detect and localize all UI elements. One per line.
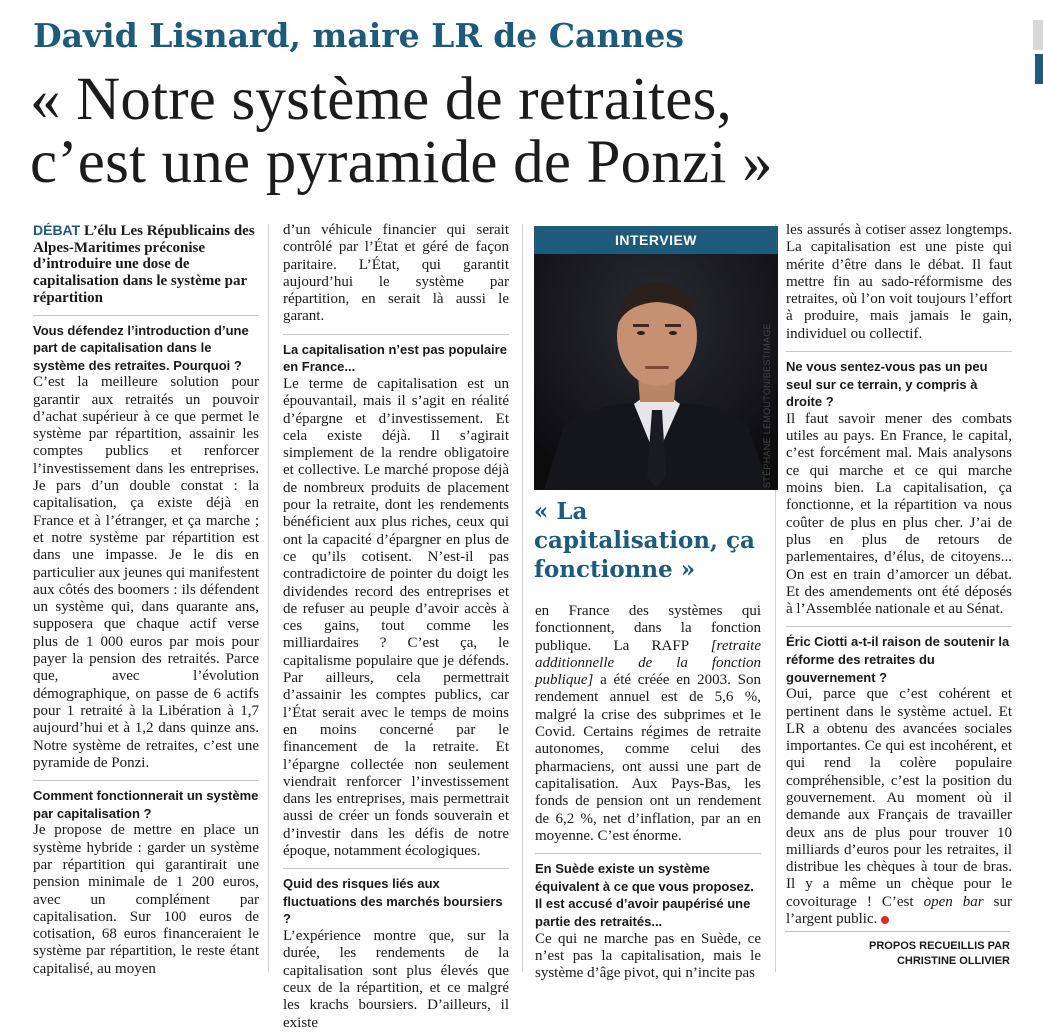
separator bbox=[33, 780, 259, 781]
signoff-line-1: PROPOS RECUEILLIS PAR bbox=[869, 940, 1010, 952]
column-3 bbox=[535, 603, 761, 982]
answer-4: L’expérience montre que, sur la durée, les rendements de la capitalisation sont plus élevés que ceux de la répartition, et ce malgré les krachs boursiers. D’ailleurs, il existe bbox=[283, 928, 509, 1031]
answer-4-text-a: en France des systèmes qui fonctionnent, dans la fonction publique. La RAFP bbox=[535, 603, 761, 654]
separator bbox=[283, 868, 509, 869]
lead-separator bbox=[33, 315, 259, 316]
answer-4-italic: [retraite additionnelle de la fonction publique] bbox=[535, 637, 761, 689]
interview-label: INTERVIEW bbox=[534, 226, 778, 254]
end-of-article-dot-icon bbox=[881, 916, 889, 924]
answer-5-continued: les assurés à cotiser assez longtemps. La capitalisation est une piste qui mérite d’être dans le débat. Il faut mettre fin au sado-réformisme des retraites, où l’on voit toujours l’effort à produire, mais jamais le gain, individuel ou collectif. bbox=[786, 222, 1012, 342]
answer-4-text-b: a été créée en 2003. Son rendement annuel est de 5,6 %, malgré la crise des subprimes et le Covid. Certains régimes de retraite autonomes, comme celui des pharmaciens, ont aussi une part de capitalisation. Aux Pays-Bas, les fonds de pension ont un rendement de 6,2 %, net d’inflation, par an en moyenne. C’est énorme. bbox=[535, 672, 761, 844]
question-4: Quid des risques liés aux fluctuations des marchés boursiers ? bbox=[283, 876, 503, 927]
pull-quote: « La capitalisation, ça fonctionne » bbox=[534, 498, 755, 583]
signoff-author: CHRISTINE OLLIVIER bbox=[896, 955, 1010, 967]
answer-6: Il faut savoir mener des combats utiles au pays. En France, le capital, c’est forcément mal. Mais analysons ce qui marche et ce qui marche moins bien. La capitalisation, ça fonctionne, et la répartition va nous coûter de plus en plus cher. J’ai de plus en plus de retours de parlementaires, d’élus, de citoyens... On est en train d’amorcer un débat. Et des amendements ont été déposés à l’Assemblée nationale et au Sénat. bbox=[786, 410, 1012, 618]
question-6: Ne vous sentez-vous pas un peu seul sur ce terrain, y compris à droite ? bbox=[786, 359, 988, 410]
lead-text: L’élu Les Républicains des Alpes-Maritimes préconise d’introduire une dose de capitalisation dans le système par répartition bbox=[33, 223, 255, 306]
answer-3: Le terme de capitalisation est un épouvantail, mais il s’agit en réalité d’épargne et d’investissement. Et cela existe déjà. Il s’agirait simplement de la rendre obligatoire et collective. Le marché propose déjà de nombreux produits de placement pour la retraite, dont les rendements bénéficient aux plus riches, ceux qui ont la capacité d’épargner en plus de ce qu’ils cotisent. N’est-il pas contradictoire de pointer du doigt les dividendes record des entreprises et de refuser au peuple d’avoir accès à ces gains, tout comme les milliardaires ? C’est ça, le capitalisme populaire que je défends. Par ailleurs, cela permettrait d’assainir les comptes publics, car l’État serait avec le temps de moins en moins concerné par le financement de la retraite. Et l’épargne collectée non seulement viendrait renforcer l’investissement dans les entreprises, mais permettrait aussi de créer un fonds souverain et d’investir dans les défis de notre époque, notamment écologiques. bbox=[283, 375, 509, 859]
answer-2: Je propose de mettre en place un système hybride : garder un système par répartition qui garantirait une pension minimale de 1 200 euros, avec un complément par capitalisation. Sur 100 euros de cotisation, 68 euros financeraient le système par répartition, le reste étant capitalisé, au moyen bbox=[33, 822, 259, 977]
headline-line-1: « Notre système de retraites, bbox=[30, 66, 732, 133]
column-1 bbox=[33, 222, 259, 977]
question-3: La capitalisation n’est pas populaire en France... bbox=[283, 341, 507, 375]
signoff bbox=[785, 931, 1010, 969]
column-2 bbox=[283, 222, 509, 1031]
article-kicker: David Lisnard, maire LR de Cannes bbox=[33, 16, 684, 55]
page-edge-tab bbox=[1033, 20, 1043, 50]
separator bbox=[786, 626, 1012, 627]
separator bbox=[786, 351, 1012, 352]
separator bbox=[535, 853, 761, 854]
question-2: Comment fonctionnerait un système par capitalisation ? bbox=[33, 788, 259, 821]
question-5: En Suède existe un système équivalent à ce que vous proposez. Il est accusé d’avoir paupérisé une partie des retraités... bbox=[535, 861, 754, 929]
lead-paragraph bbox=[33, 222, 259, 307]
answer-1: C’est la meilleure solution pour garantir aux retraités un pouvoir d’achat supérieur à ce que permet le système par répartition, assainir les comptes publics et renforcer l’investissement dans les entreprises. Je pars d’un double constat : la capitalisation, ça existe déjà en France et à l’étranger, et ça marche ; et notre système par répartition est dans une impasse. Je le dis en particulier aux jeunes qui manifestent aux côtés des boomers : ils défendent un système qui, dans quarante ans, supposera que chaque actif verse plus de 1 000 euros par mois pour payer la pension des retraités. Parce que, avec l’évolution démographique, on passe de 6 actifs pour 1 retraité à la Libération à 1,7 aujourd’hui et à 1,2 dans quinze ans. Notre système de retraites, c’est une pyramide de Ponzi. bbox=[33, 374, 259, 771]
interview-photo bbox=[534, 226, 778, 490]
answer-2-continued: d’un véhicule financier qui serait contrôlé par l’État et géré de façon paritaire. L’État, qui garantit aujourd’hui le système par répartition, en serait là aussi le garant. bbox=[283, 222, 509, 325]
portrait-illustration bbox=[534, 226, 778, 490]
column-4 bbox=[786, 222, 1012, 928]
question-1: Vous défendez l’introduction d’une part de capitalisation dans le système des retraites. Pourquoi ? bbox=[33, 322, 249, 373]
question-7: Éric Ciotti a-t-il raison de soutenir la réforme des retraites du gouvernement ? bbox=[786, 634, 1010, 685]
article-headline bbox=[30, 68, 990, 194]
column-rule-1 bbox=[268, 224, 269, 972]
answer-7-text-b: sur l’argent public. bbox=[786, 893, 1012, 928]
answer-4-continued bbox=[535, 603, 761, 845]
column-rule-2 bbox=[522, 224, 523, 972]
answer-7-italic: open bar bbox=[923, 893, 984, 910]
photo-credit: STÉPHANE LEMOUTON/BESTIMAGE bbox=[762, 323, 772, 488]
headline-line-2: c’est une pyramide de Ponzi » bbox=[30, 129, 773, 196]
lead-tag: DÉBAT bbox=[33, 222, 81, 238]
answer-7-text-a: Oui, parce que c’est cohérent et pertinent dans le système actuel. Et LR a obtenu des avancées sociales importantes. Ce qui est incohérent, et qui rend la colère populaire compréhensible, c’est la position du gouvernement. Au moment où il demande aux Français de travailler deux ans de plus pour trouver 10 milliards d’euros pour les retraites, il distribue les chèques à tour de bras. Il y a même un chèque pour le covoiturage ! C’est bbox=[786, 686, 1012, 910]
answer-5: Ce qui ne marche pas en Suède, ce n’est pas la capitalisation, mais le système d’âge pivot, qui n’incite pas bbox=[535, 930, 761, 982]
separator bbox=[283, 334, 509, 335]
answer-7 bbox=[786, 686, 1012, 928]
page-edge-accent bbox=[1035, 54, 1043, 84]
